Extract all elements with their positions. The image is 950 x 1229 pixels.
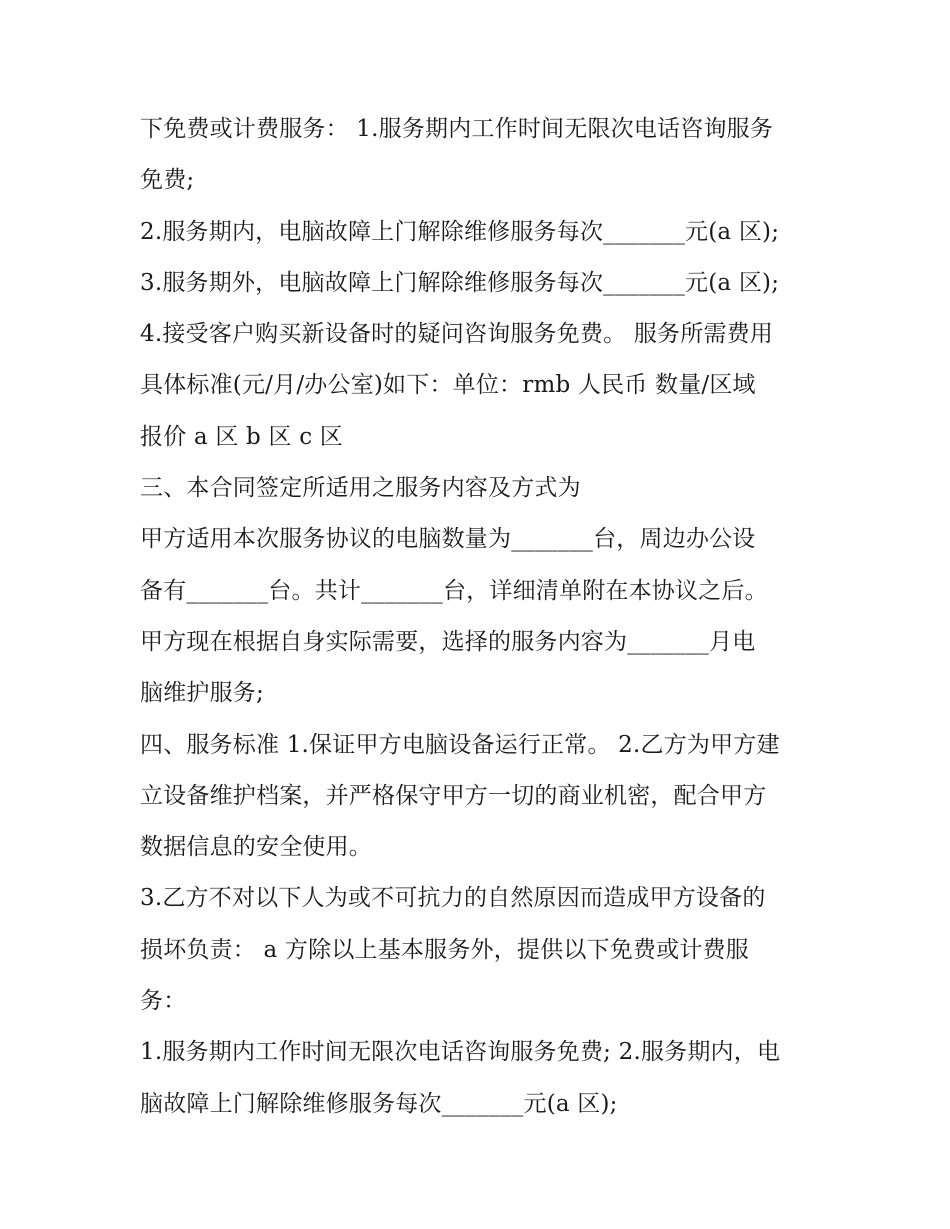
- text-line-14: 立设备维护档案，并严格保守甲方一切的商业机密，配合甲方: [140, 782, 767, 809]
- text-line-16: 3.乙方不对以下人为或不可抗力的自然原因而造成甲方设备的: [140, 885, 766, 912]
- text-line-15: 数据信息的安全使用。: [140, 834, 372, 861]
- text-line-17: 损坏负责： a 方除以上基本服务外，提供以下免费或计费服: [140, 936, 749, 963]
- text-line-10: 备有_______台。共计_______台，详细清单附在本协议之后。: [140, 577, 768, 604]
- section-heading-4: 四、服务标准 1.保证甲方电脑设备运行正常。 2.乙方为甲方建: [140, 731, 780, 758]
- text-line-20: 脑故障上门解除维修服务每次_______元(a 区);: [140, 1090, 618, 1117]
- text-line-7: 报价 a 区 b 区 c 区: [140, 423, 343, 450]
- text-line-9: 甲方适用本次服务协议的电脑数量为_______台，周边办公设: [140, 526, 756, 553]
- text-line-2: 免费;: [140, 167, 195, 194]
- text-line-12: 脑维护服务;: [140, 680, 264, 707]
- text-line-19: 1.服务期内工作时间无限次电话咨询服务免费; 2.服务期内，电: [140, 1039, 781, 1066]
- text-line-4: 3.服务期外，电脑故障上门解除维修服务每次_______元(a 区);: [140, 269, 780, 296]
- text-line-18: 务：: [140, 988, 187, 1015]
- document-body: [140, 104, 830, 1130]
- text-line-3: 2.服务期内，电脑故障上门解除维修服务每次_______元(a 区);: [140, 218, 780, 245]
- section-heading-3: 三、本合同签定所适用之服务内容及方式为: [140, 475, 581, 502]
- text-line-6: 具体标准(元/月/办公室)如下：单位：rmb 人民币 数量/区域: [140, 372, 756, 399]
- text-line-5: 4.接受客户购买新设备时的疑问咨询服务免费。 服务所需费用: [140, 321, 774, 348]
- text-line-1: 下免费或计费服务： 1.服务期内工作时间无限次电话咨询服务: [140, 116, 774, 142]
- text-line-11: 甲方现在根据自身实际需要，选择的服务内容为_______月电: [140, 628, 756, 655]
